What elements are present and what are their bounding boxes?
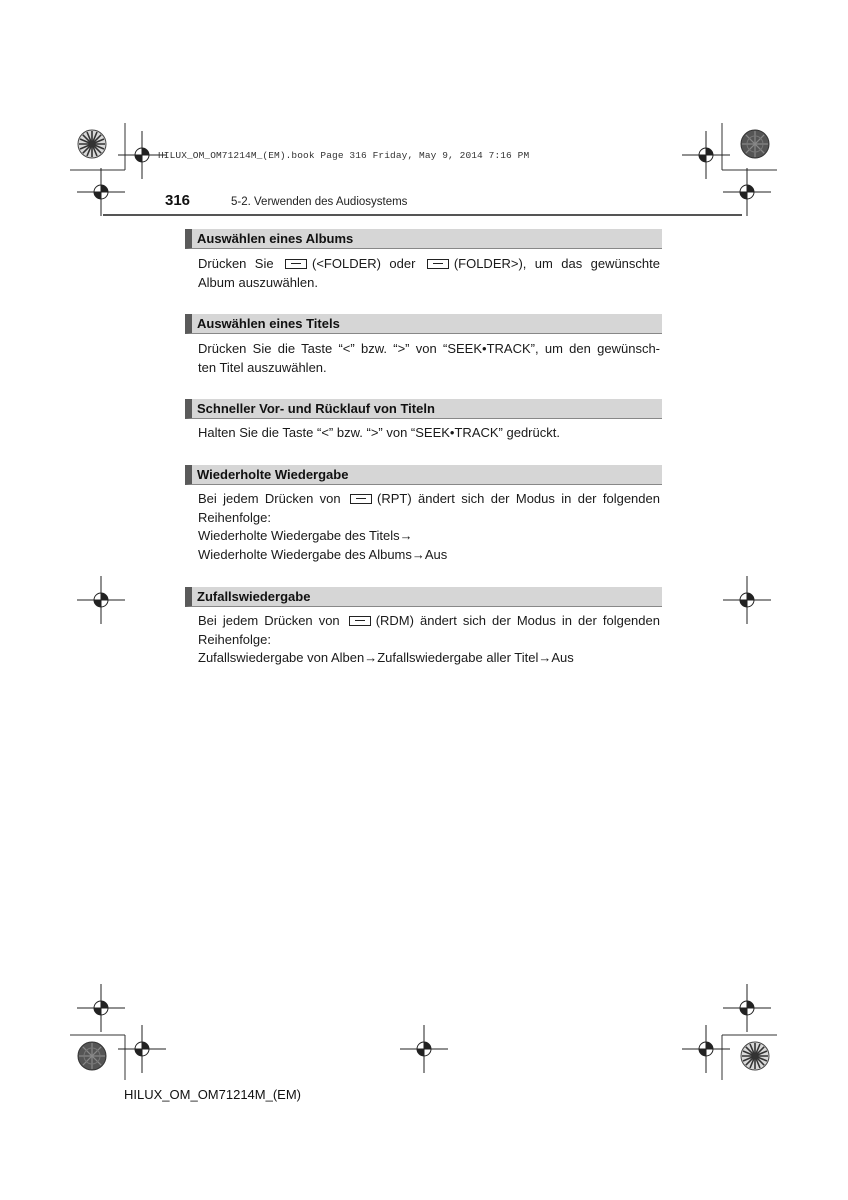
section-title: Auswählen eines Albums (197, 231, 354, 246)
section-title: Schneller Vor- und Rücklauf von Titeln (197, 401, 435, 416)
print-info: HILUX_OM_OM71214M_(EM).book Page 316 Friday, May 9, 2014 7:16 PM (158, 150, 530, 161)
footer-code: HILUX_OM_OM71214M_(EM) (124, 1087, 301, 1102)
section-title: Wiederholte Wiedergabe (197, 467, 349, 482)
text-line (198, 612, 660, 631)
section-heading-repeat (185, 465, 662, 485)
section-heading-title (185, 314, 662, 334)
page-number: 316 (165, 192, 191, 209)
text-line: Reihenfolge: (198, 509, 271, 525)
text-fragment: (RPT) ändert sich der Modus in der folgenden (377, 491, 660, 506)
section-heading-shuffle (185, 587, 662, 607)
section-body-repeat (198, 490, 660, 564)
text-line: Zufallswiedergabe von Alben→Zufallswiedergabe aller Titel→Aus (198, 650, 574, 665)
text-line: Album auszuwählen. (198, 274, 318, 290)
section-title: Zufallswiedergabe (197, 589, 311, 604)
section-body-album (198, 255, 660, 292)
section-body-fast-forward (198, 424, 660, 443)
text-fragment: Drücken Sie (198, 256, 274, 271)
section-heading-album (185, 229, 662, 249)
section-body-shuffle (198, 612, 660, 668)
chapter-title: 5-2. Verwenden des Audiosystems (231, 196, 408, 208)
text-line: Drücken Sie die Taste “<” bzw. “>” von “SEEK•TRACK”, um den gewünsch- (198, 341, 660, 356)
text-line: Wiederholte Wiedergabe des Albums→Aus (198, 546, 448, 562)
button-key-icon (350, 494, 372, 504)
text-line: Wiederholte Wiedergabe des Titels→ (198, 528, 413, 543)
section-body-title (198, 340, 660, 377)
text-line (198, 490, 660, 509)
text-line: Reihenfolge: (198, 631, 271, 647)
text-fragment: Bei jedem Drücken von (198, 491, 341, 506)
text-fragment: (FOLDER>), um das gewünschte (453, 256, 660, 271)
section-heading-fast-forward (185, 399, 662, 419)
text-line (198, 255, 660, 274)
section-title: Auswählen eines Titels (197, 316, 340, 331)
button-key-icon (427, 259, 449, 269)
text-fragment: (RDM) ändert sich der Modus in der folgenden (375, 613, 660, 628)
button-key-icon (349, 616, 371, 626)
text-fragment: Bei jedem Drücken von (198, 613, 340, 628)
header-rule (103, 214, 742, 216)
button-key-icon (285, 259, 307, 269)
text-line: ten Titel auszuwählen. (198, 359, 327, 375)
text-fragment: (<FOLDER) oder (312, 256, 416, 271)
text-line: Halten Sie die Taste “<” bzw. “>” von “SEEK•TRACK” gedrückt. (198, 425, 560, 440)
